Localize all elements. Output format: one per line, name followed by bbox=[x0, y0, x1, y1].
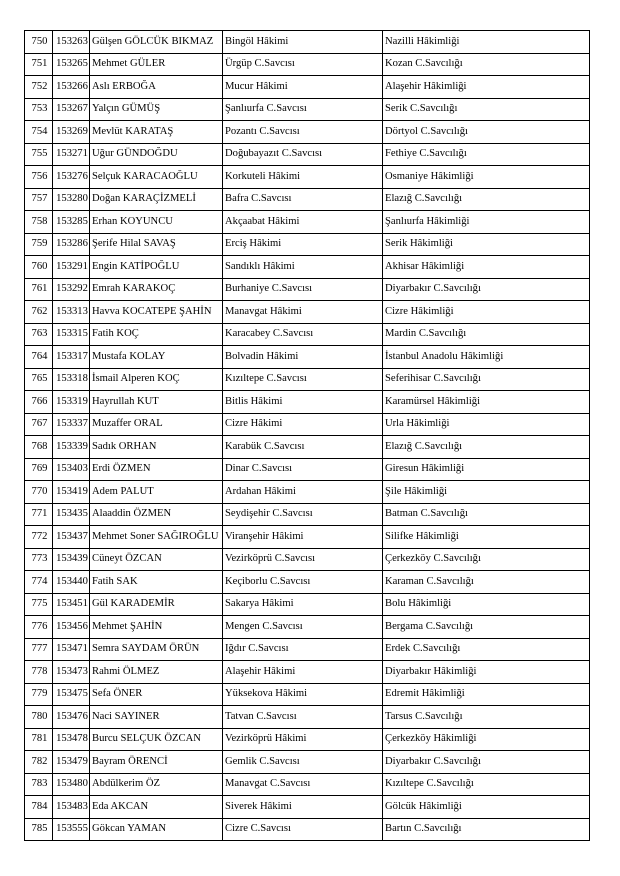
table-row bbox=[25, 818, 590, 841]
row-number-cell: 756 bbox=[25, 166, 53, 189]
current-post-cell: Korkuteli Hâkimi bbox=[223, 166, 383, 189]
current-post-cell: Tatvan C.Savcısı bbox=[223, 706, 383, 729]
current-post-cell: Doğubayazıt C.Savcısı bbox=[223, 143, 383, 166]
row-number-cell: 766 bbox=[25, 391, 53, 414]
registry-number-cell: 153439 bbox=[53, 548, 90, 571]
table-row bbox=[25, 683, 590, 706]
current-post-cell: Şanlıurfa C.Savcısı bbox=[223, 98, 383, 121]
table-row bbox=[25, 143, 590, 166]
current-post-cell: Akçaabat Hâkimi bbox=[223, 211, 383, 234]
new-post-cell: Serik C.Savcılığı bbox=[383, 98, 590, 121]
table-row bbox=[25, 368, 590, 391]
person-name-cell: Emrah KARAKOÇ bbox=[90, 278, 223, 301]
new-post-cell: Çerkezköy C.Savcılığı bbox=[383, 548, 590, 571]
table-row bbox=[25, 211, 590, 234]
table-row bbox=[25, 593, 590, 616]
person-name-cell: Adem PALUT bbox=[90, 481, 223, 504]
new-post-cell: Çerkezköy Hâkimliği bbox=[383, 728, 590, 751]
person-name-cell: Aslı ERBOĞA bbox=[90, 76, 223, 99]
registry-number-cell: 153266 bbox=[53, 76, 90, 99]
registry-number-cell: 153419 bbox=[53, 481, 90, 504]
row-number-cell: 767 bbox=[25, 413, 53, 436]
row-number-cell: 764 bbox=[25, 346, 53, 369]
row-number-cell: 780 bbox=[25, 706, 53, 729]
registry-number-cell: 153286 bbox=[53, 233, 90, 256]
row-number-cell: 759 bbox=[25, 233, 53, 256]
person-name-cell: Mevlüt KARATAŞ bbox=[90, 121, 223, 144]
table-row bbox=[25, 796, 590, 819]
current-post-cell: Gemlik C.Savcısı bbox=[223, 751, 383, 774]
table-row bbox=[25, 458, 590, 481]
table-row bbox=[25, 481, 590, 504]
person-name-cell: Burcu SELÇUK ÖZCAN bbox=[90, 728, 223, 751]
new-post-cell: Gölcük Hâkimliği bbox=[383, 796, 590, 819]
registry-number-cell: 153267 bbox=[53, 98, 90, 121]
registry-number-cell: 153313 bbox=[53, 301, 90, 324]
registry-number-cell: 153480 bbox=[53, 773, 90, 796]
registry-number-cell: 153339 bbox=[53, 436, 90, 459]
registry-number-cell: 153280 bbox=[53, 188, 90, 211]
row-number-cell: 774 bbox=[25, 571, 53, 594]
current-post-cell: Mengen C.Savcısı bbox=[223, 616, 383, 639]
registry-number-cell: 153478 bbox=[53, 728, 90, 751]
person-name-cell: Bayram ÖRENCİ bbox=[90, 751, 223, 774]
new-post-cell: Kızıltepe C.Savcılığı bbox=[383, 773, 590, 796]
row-number-cell: 753 bbox=[25, 98, 53, 121]
person-name-cell: Fatih SAK bbox=[90, 571, 223, 594]
row-number-cell: 755 bbox=[25, 143, 53, 166]
row-number-cell: 770 bbox=[25, 481, 53, 504]
appointment-table bbox=[24, 30, 590, 841]
current-post-cell: Cizre Hâkimi bbox=[223, 413, 383, 436]
registry-number-cell: 153483 bbox=[53, 796, 90, 819]
new-post-cell: Edremit Hâkimliği bbox=[383, 683, 590, 706]
new-post-cell: Elazığ C.Savcılığı bbox=[383, 436, 590, 459]
row-number-cell: 769 bbox=[25, 458, 53, 481]
person-name-cell: Mustafa KOLAY bbox=[90, 346, 223, 369]
person-name-cell: Mehmet ŞAHİN bbox=[90, 616, 223, 639]
new-post-cell: Diyarbakır C.Savcılığı bbox=[383, 751, 590, 774]
row-number-cell: 776 bbox=[25, 616, 53, 639]
person-name-cell: Muzaffer ORAL bbox=[90, 413, 223, 436]
row-number-cell: 763 bbox=[25, 323, 53, 346]
table-row bbox=[25, 98, 590, 121]
current-post-cell: Bafra C.Savcısı bbox=[223, 188, 383, 211]
table-row bbox=[25, 233, 590, 256]
registry-number-cell: 153471 bbox=[53, 638, 90, 661]
registry-number-cell: 153276 bbox=[53, 166, 90, 189]
new-post-cell: Diyarbakır C.Savcılığı bbox=[383, 278, 590, 301]
table-row bbox=[25, 278, 590, 301]
new-post-cell: Seferihisar C.Savcılığı bbox=[383, 368, 590, 391]
person-name-cell: Erhan KOYUNCU bbox=[90, 211, 223, 234]
row-number-cell: 771 bbox=[25, 503, 53, 526]
new-post-cell: Karamürsel Hâkimliği bbox=[383, 391, 590, 414]
row-number-cell: 752 bbox=[25, 76, 53, 99]
registry-number-cell: 153479 bbox=[53, 751, 90, 774]
row-number-cell: 761 bbox=[25, 278, 53, 301]
new-post-cell: Kozan C.Savcılığı bbox=[383, 53, 590, 76]
registry-number-cell: 153318 bbox=[53, 368, 90, 391]
person-name-cell: Uğur GÜNDOĞDU bbox=[90, 143, 223, 166]
current-post-cell: Keçiborlu C.Savcısı bbox=[223, 571, 383, 594]
table-row bbox=[25, 616, 590, 639]
row-number-cell: 778 bbox=[25, 661, 53, 684]
current-post-cell: Pozantı C.Savcısı bbox=[223, 121, 383, 144]
person-name-cell: Cüneyt ÖZCAN bbox=[90, 548, 223, 571]
table-row bbox=[25, 638, 590, 661]
new-post-cell: Şile Hâkimliği bbox=[383, 481, 590, 504]
table-row bbox=[25, 436, 590, 459]
new-post-cell: Fethiye C.Savcılığı bbox=[383, 143, 590, 166]
row-number-cell: 779 bbox=[25, 683, 53, 706]
new-post-cell: Karaman C.Savcılığı bbox=[383, 571, 590, 594]
person-name-cell: Gül KARADEMİR bbox=[90, 593, 223, 616]
person-name-cell: Abdülkerim ÖZ bbox=[90, 773, 223, 796]
new-post-cell: Alaşehir Hâkimliği bbox=[383, 76, 590, 99]
registry-number-cell: 153476 bbox=[53, 706, 90, 729]
person-name-cell: Eda AKCAN bbox=[90, 796, 223, 819]
person-name-cell: Engin KATİPOĞLU bbox=[90, 256, 223, 279]
person-name-cell: Sefa ÖNER bbox=[90, 683, 223, 706]
new-post-cell: Diyarbakır Hâkimliği bbox=[383, 661, 590, 684]
registry-number-cell: 153475 bbox=[53, 683, 90, 706]
current-post-cell: Karabük C.Savcısı bbox=[223, 436, 383, 459]
current-post-cell: Manavgat C.Savcısı bbox=[223, 773, 383, 796]
new-post-cell: Silifke Hâkimliği bbox=[383, 526, 590, 549]
current-post-cell: Manavgat Hâkimi bbox=[223, 301, 383, 324]
registry-number-cell: 153319 bbox=[53, 391, 90, 414]
table-row bbox=[25, 53, 590, 76]
current-post-cell: Cizre C.Savcısı bbox=[223, 818, 383, 841]
row-number-cell: 772 bbox=[25, 526, 53, 549]
table-row bbox=[25, 526, 590, 549]
current-post-cell: Kızıltepe C.Savcısı bbox=[223, 368, 383, 391]
table-row bbox=[25, 256, 590, 279]
person-name-cell: Mehmet GÜLER bbox=[90, 53, 223, 76]
new-post-cell: Mardin C.Savcılığı bbox=[383, 323, 590, 346]
row-number-cell: 768 bbox=[25, 436, 53, 459]
new-post-cell: Cizre Hâkimliği bbox=[383, 301, 590, 324]
current-post-cell: Vezirköprü Hâkimi bbox=[223, 728, 383, 751]
new-post-cell: Tarsus C.Savcılığı bbox=[383, 706, 590, 729]
current-post-cell: Viranşehir Hâkimi bbox=[223, 526, 383, 549]
row-number-cell: 784 bbox=[25, 796, 53, 819]
table-row bbox=[25, 188, 590, 211]
table-row bbox=[25, 706, 590, 729]
current-post-cell: Bolvadin Hâkimi bbox=[223, 346, 383, 369]
table-row bbox=[25, 346, 590, 369]
registry-number-cell: 153317 bbox=[53, 346, 90, 369]
registry-number-cell: 153263 bbox=[53, 31, 90, 54]
table-row bbox=[25, 773, 590, 796]
row-number-cell: 785 bbox=[25, 818, 53, 841]
new-post-cell: Bartın C.Savcılığı bbox=[383, 818, 590, 841]
new-post-cell: Batman C.Savcılığı bbox=[383, 503, 590, 526]
appointment-table-body bbox=[25, 31, 590, 841]
current-post-cell: Iğdır C.Savcısı bbox=[223, 638, 383, 661]
current-post-cell: Sandıklı Hâkimi bbox=[223, 256, 383, 279]
row-number-cell: 758 bbox=[25, 211, 53, 234]
person-name-cell: Naci SAYINER bbox=[90, 706, 223, 729]
row-number-cell: 775 bbox=[25, 593, 53, 616]
new-post-cell: Serik Hâkimliği bbox=[383, 233, 590, 256]
person-name-cell: Rahmi ÖLMEZ bbox=[90, 661, 223, 684]
table-row bbox=[25, 751, 590, 774]
row-number-cell: 751 bbox=[25, 53, 53, 76]
person-name-cell: İsmail Alperen KOÇ bbox=[90, 368, 223, 391]
row-number-cell: 762 bbox=[25, 301, 53, 324]
person-name-cell: Semra SAYDAM ÖRÜN bbox=[90, 638, 223, 661]
person-name-cell: Hayrullah KUT bbox=[90, 391, 223, 414]
new-post-cell: İstanbul Anadolu Hâkimliği bbox=[383, 346, 590, 369]
registry-number-cell: 153473 bbox=[53, 661, 90, 684]
row-number-cell: 757 bbox=[25, 188, 53, 211]
new-post-cell: Nazilli Hâkimliği bbox=[383, 31, 590, 54]
table-row bbox=[25, 121, 590, 144]
row-number-cell: 777 bbox=[25, 638, 53, 661]
person-name-cell: Alaaddin ÖZMEN bbox=[90, 503, 223, 526]
row-number-cell: 760 bbox=[25, 256, 53, 279]
new-post-cell: Elazığ C.Savcılığı bbox=[383, 188, 590, 211]
current-post-cell: Seydişehir C.Savcısı bbox=[223, 503, 383, 526]
person-name-cell: Sadık ORHAN bbox=[90, 436, 223, 459]
row-number-cell: 783 bbox=[25, 773, 53, 796]
current-post-cell: Erciş Hâkimi bbox=[223, 233, 383, 256]
current-post-cell: Yüksekova Hâkimi bbox=[223, 683, 383, 706]
new-post-cell: Osmaniye Hâkimliği bbox=[383, 166, 590, 189]
current-post-cell: Sakarya Hâkimi bbox=[223, 593, 383, 616]
person-name-cell: Fatih KOÇ bbox=[90, 323, 223, 346]
new-post-cell: Bolu Hâkimliği bbox=[383, 593, 590, 616]
current-post-cell: Dinar C.Savcısı bbox=[223, 458, 383, 481]
registry-number-cell: 153285 bbox=[53, 211, 90, 234]
registry-number-cell: 153292 bbox=[53, 278, 90, 301]
current-post-cell: Karacabey C.Savcısı bbox=[223, 323, 383, 346]
row-number-cell: 773 bbox=[25, 548, 53, 571]
new-post-cell: Şanlıurfa Hâkimliği bbox=[383, 211, 590, 234]
registry-number-cell: 153437 bbox=[53, 526, 90, 549]
registry-number-cell: 153555 bbox=[53, 818, 90, 841]
person-name-cell: Şerife Hilal SAVAŞ bbox=[90, 233, 223, 256]
table-row bbox=[25, 413, 590, 436]
registry-number-cell: 153435 bbox=[53, 503, 90, 526]
current-post-cell: Ürgüp C.Savcısı bbox=[223, 53, 383, 76]
current-post-cell: Bingöl Hâkimi bbox=[223, 31, 383, 54]
registry-number-cell: 153269 bbox=[53, 121, 90, 144]
current-post-cell: Siverek Hâkimi bbox=[223, 796, 383, 819]
table-row bbox=[25, 503, 590, 526]
current-post-cell: Mucur Hâkimi bbox=[223, 76, 383, 99]
current-post-cell: Alaşehir Hâkimi bbox=[223, 661, 383, 684]
new-post-cell: Urla Hâkimliği bbox=[383, 413, 590, 436]
table-row bbox=[25, 571, 590, 594]
person-name-cell: Doğan KARAÇİZMELİ bbox=[90, 188, 223, 211]
current-post-cell: Ardahan Hâkimi bbox=[223, 481, 383, 504]
person-name-cell: Selçuk KARACAOĞLU bbox=[90, 166, 223, 189]
table-row bbox=[25, 31, 590, 54]
person-name-cell: Havva KOCATEPE ŞAHİN bbox=[90, 301, 223, 324]
registry-number-cell: 153265 bbox=[53, 53, 90, 76]
registry-number-cell: 153315 bbox=[53, 323, 90, 346]
person-name-cell: Gülşen GÖLCÜK BIKMAZ bbox=[90, 31, 223, 54]
table-row bbox=[25, 548, 590, 571]
row-number-cell: 750 bbox=[25, 31, 53, 54]
new-post-cell: Erdek C.Savcılığı bbox=[383, 638, 590, 661]
registry-number-cell: 153456 bbox=[53, 616, 90, 639]
table-row bbox=[25, 166, 590, 189]
new-post-cell: Dörtyol C.Savcılığı bbox=[383, 121, 590, 144]
row-number-cell: 754 bbox=[25, 121, 53, 144]
registry-number-cell: 153291 bbox=[53, 256, 90, 279]
person-name-cell: Gökcan YAMAN bbox=[90, 818, 223, 841]
registry-number-cell: 153271 bbox=[53, 143, 90, 166]
person-name-cell: Yalçın GÜMÜŞ bbox=[90, 98, 223, 121]
person-name-cell: Mehmet Soner SAĞIROĞLU bbox=[90, 526, 223, 549]
current-post-cell: Burhaniye C.Savcısı bbox=[223, 278, 383, 301]
person-name-cell: Erdi ÖZMEN bbox=[90, 458, 223, 481]
registry-number-cell: 153440 bbox=[53, 571, 90, 594]
new-post-cell: Bergama C.Savcılığı bbox=[383, 616, 590, 639]
table-row bbox=[25, 323, 590, 346]
table-row bbox=[25, 76, 590, 99]
new-post-cell: Giresun Hâkimliği bbox=[383, 458, 590, 481]
current-post-cell: Bitlis Hâkimi bbox=[223, 391, 383, 414]
table-row bbox=[25, 728, 590, 751]
table-row bbox=[25, 391, 590, 414]
registry-number-cell: 153403 bbox=[53, 458, 90, 481]
table-row bbox=[25, 301, 590, 324]
new-post-cell: Akhisar Hâkimliği bbox=[383, 256, 590, 279]
row-number-cell: 781 bbox=[25, 728, 53, 751]
row-number-cell: 782 bbox=[25, 751, 53, 774]
registry-number-cell: 153451 bbox=[53, 593, 90, 616]
registry-number-cell: 153337 bbox=[53, 413, 90, 436]
table-row bbox=[25, 661, 590, 684]
row-number-cell: 765 bbox=[25, 368, 53, 391]
current-post-cell: Vezirköprü C.Savcısı bbox=[223, 548, 383, 571]
